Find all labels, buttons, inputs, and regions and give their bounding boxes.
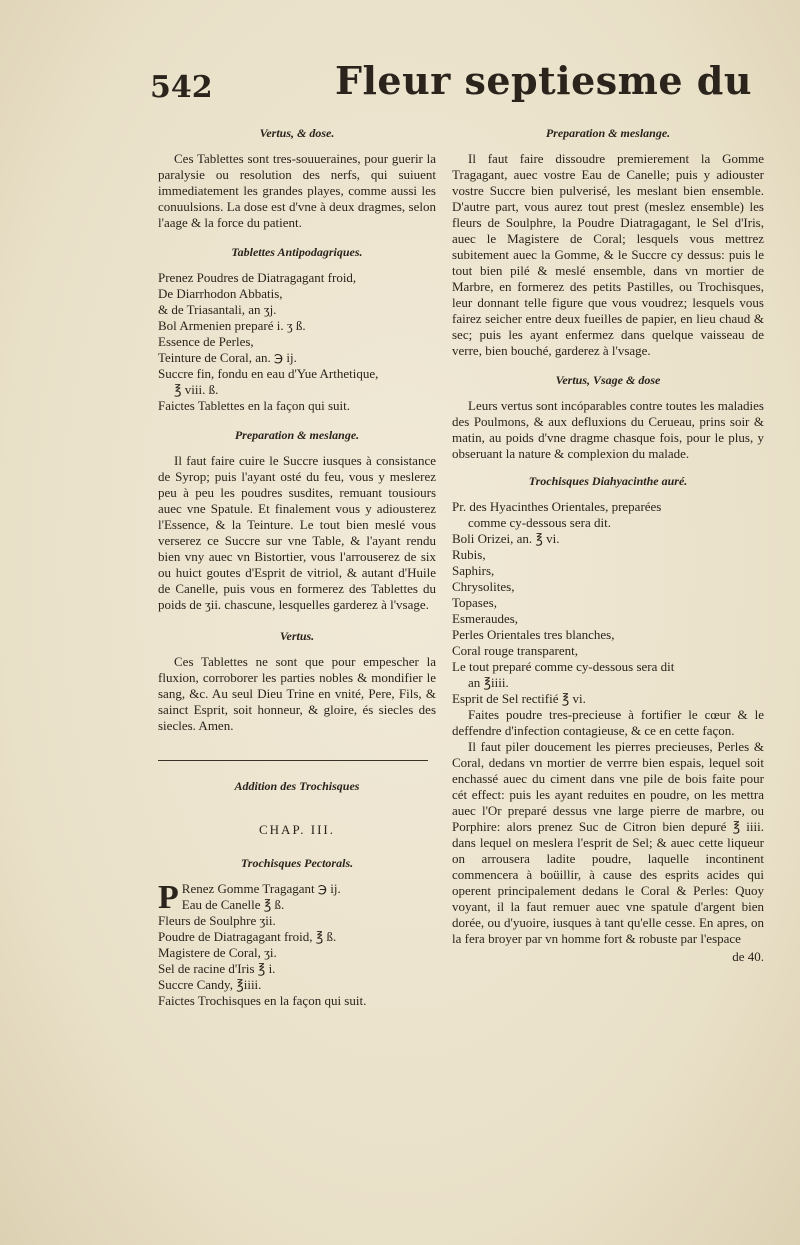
recipe-line: Esprit de Sel rectifié ℥ vi. xyxy=(452,691,586,706)
paragraph-preparation: Il faut faire cuire le Succre iusques à consistance de Syrop; puis l'ayant osté du feu, vous y meslerez peu à peu les poudres susdites, remuant tousiours auec vne Spatule. Et finalement vous y adiousterez l'Essence, & la Teinture. Le tout bien meslé vous verserez ce Succre sur vne Table, & l'ayant rendu bien vny auec vn Bistortier, vous l'arrouserez de six ou huict goutes d'Esprit de vitriol, & autant d'Huile de Canelle, puis vous en formerez des Tablettes du poids de ʒii. chascune, lesquelles garderez à l'vsage. xyxy=(158,453,436,612)
recipe-line: & de Triasantali, an ʒj. xyxy=(158,302,277,317)
recipe-line: Esmeraudes, xyxy=(452,611,519,626)
recipe-line: Boli Orizei, an. ℥ vi. xyxy=(452,531,560,546)
section-heading-vertus-vsage: Vertus, Vsage & dose xyxy=(555,373,661,387)
recipe-line: ℥ viii. ß. xyxy=(174,382,219,397)
catchword: de 40. xyxy=(732,949,764,964)
recipe-line: Succre Candy, ℥iiii. xyxy=(158,977,262,992)
chapter-label: CHAP. III. xyxy=(259,822,335,837)
page-header xyxy=(0,58,800,108)
recipe-line: Faictes Tablettes en la façon qui suit. xyxy=(158,398,350,413)
recipe-line: Teinture de Coral, an. ℈ ij. xyxy=(158,350,297,365)
recipe-line: Pr. des Hyacinthes Orientales, preparées xyxy=(452,499,662,514)
section-heading-vertus-dose: Vertus, & dose. xyxy=(259,126,335,140)
recipe-line: Essence de Perles, xyxy=(158,334,254,349)
paragraph-vertus-2: Ces Tablettes ne sont que pour empescher la fluxion, corroborer les parties nobles & mondifier le sang, &c. Au seul Dieu Trine en vnité, Pere, Fils, & sainct Esprit, soit honneur, & gloire, és siecles des siecles. Amen. xyxy=(158,654,436,733)
section-divider xyxy=(158,760,428,761)
recipe-line: Eau de Canelle ℥ ß. xyxy=(181,897,285,912)
page-number: 542 xyxy=(150,70,213,105)
left-column xyxy=(158,118,436,1009)
recipe-line: Magistere de Coral, ʒi. xyxy=(158,945,277,960)
section-heading-diahyacinthe: Trochisques Diahyacinthe auré. xyxy=(528,474,688,488)
right-column xyxy=(452,118,764,965)
recipe-line: comme cy-dessous sera dit. xyxy=(468,515,611,530)
paragraph-vertus-vsage: Leurs vertus sont incóparables contre toutes les maladies des Poulmons, & aux defluxions du Cerueau, prins soir & matin, au poids d'vne dragme chasque fois, pour le plus, y obseruant la nature & complexion du malade. xyxy=(452,398,764,461)
recipe-line: Le tout preparé comme cy-dessous sera dit xyxy=(452,659,675,674)
recipe-line: Perles Orientales tres blanches, xyxy=(452,627,615,642)
section-heading-tablettes: Tablettes Antipodagriques. xyxy=(231,245,363,259)
paragraph-vertus: Ces Tablettes sont tres-souueraines, pour guerir la paralysie ou resolution des nerfs, qui suiuent immediatement les grandes playes, comme aussi les conuulsions. La dose est d'vne à deux dragmes, selon l'aage & la force du patient. xyxy=(158,151,436,230)
recipe-line: Saphirs, xyxy=(452,563,495,578)
recipe-line: Chrysolites, xyxy=(452,579,515,594)
recipe-line: Rubis, xyxy=(452,547,486,562)
section-heading-vertus: Vertus. xyxy=(279,629,315,643)
recipe-line: Succre fin, fondu en eau d'Yue Arthetique, xyxy=(158,366,379,381)
recipe-list-trochisques xyxy=(158,881,436,1009)
running-head: Fleur septiesme du xyxy=(335,58,752,103)
recipe-line: Topases, xyxy=(452,595,497,610)
recipe-line: Prenez Poudres de Diatragagant froid, xyxy=(158,270,357,285)
recipe-line: Bol Armenien preparé i. ʒ ß. xyxy=(158,318,306,333)
recipe-line: Renez Gomme Tragagant ℈ ij. xyxy=(181,881,341,896)
section-heading-addition: Addition des Trochisques xyxy=(234,779,360,793)
paragraph-faites-poudre: Faites poudre tres-precieuse à fortifier le cœur & le deffendre d'infection contagieuse, & ce en cette façon. xyxy=(452,707,764,738)
paragraph-piler: Il faut piler doucement les pierres precieuses, Perles & Coral, dedans vn mortier de verrre bien espais, lequel soit enchassé auec du ciment dans vne pile de bois faite pour cét effect: puis les ayant reduites en poudre, on les mettra auec l'Or preparé dessus vne large pierre de marbre, ou Porphire: alors prenez Suc de Citron bien depuré ℥ iiii. dans lequel on meslera l'esprit de Sel; & auec cette liqueur on arrousera ladite poudre, laquelle incontinent commencera à boüillir, à cause des esprits acides qui operent principalement dedans le Coral & Perles: Quoy voyant, il la faut remuer auec vne spatule d'argent bien dorée, ou d'yuoire, iusques à tant qu'elle cesse. En apres, on la fera broyer par vn homme fort & robuste par l'espace xyxy=(452,739,764,946)
recipe-line: Coral rouge transparent, xyxy=(452,643,578,658)
section-heading-preparation-right: Preparation & meslange. xyxy=(545,126,671,140)
recipe-line: De Diarrhodon Abbatis, xyxy=(158,286,283,301)
recipe-line: Sel de racine d'Iris ℥ i. xyxy=(158,961,276,976)
recipe-list-tablettes xyxy=(158,270,436,414)
drop-cap: P xyxy=(158,879,179,916)
recipe-list-diahyacinthe xyxy=(452,499,764,739)
recipe-line: an ℥iiii. xyxy=(468,675,509,690)
section-heading-trochisques-pectorals: Trochisques Pectorals. xyxy=(240,856,354,870)
paragraph-preparation-right: Il faut faire dissoudre premierement la Gomme Tragagant, auec vostre Eau de Canelle; puis y adiouster vostre Succre bien pulverisé, les meslant bien ensemble. D'autre part, vous aurez tout prest (meslez ensemble) les fleurs de Soulphre, la Poudre Diatragagant, le Sel d'Iris, auec le Magistere de Coral; lesquels vous mettrez subitement auec la Gomme, & le Succre cy dessus: puis le tout bien pilé & meslé ensemble, dans vn mortier de Marbre, en formerez des petits Pastilles, ou Trochisques, leur donnant telle figure que vous voudrez; lesquels vous fairez seicher entre deux fueilles de papier, en lieu chaud & sec; puis les ayant enfermez dans quelque vaisseau de verre, bien bouché, garderez à l'vsage. xyxy=(452,151,764,358)
section-heading-preparation: Preparation & meslange. xyxy=(234,428,360,442)
recipe-line: Faictes Trochisques en la façon qui suit. xyxy=(158,993,367,1008)
recipe-line: Fleurs de Soulphre ʒii. xyxy=(158,913,276,928)
recipe-line: Poudre de Diatragagant froid, ℥ ß. xyxy=(158,929,337,944)
